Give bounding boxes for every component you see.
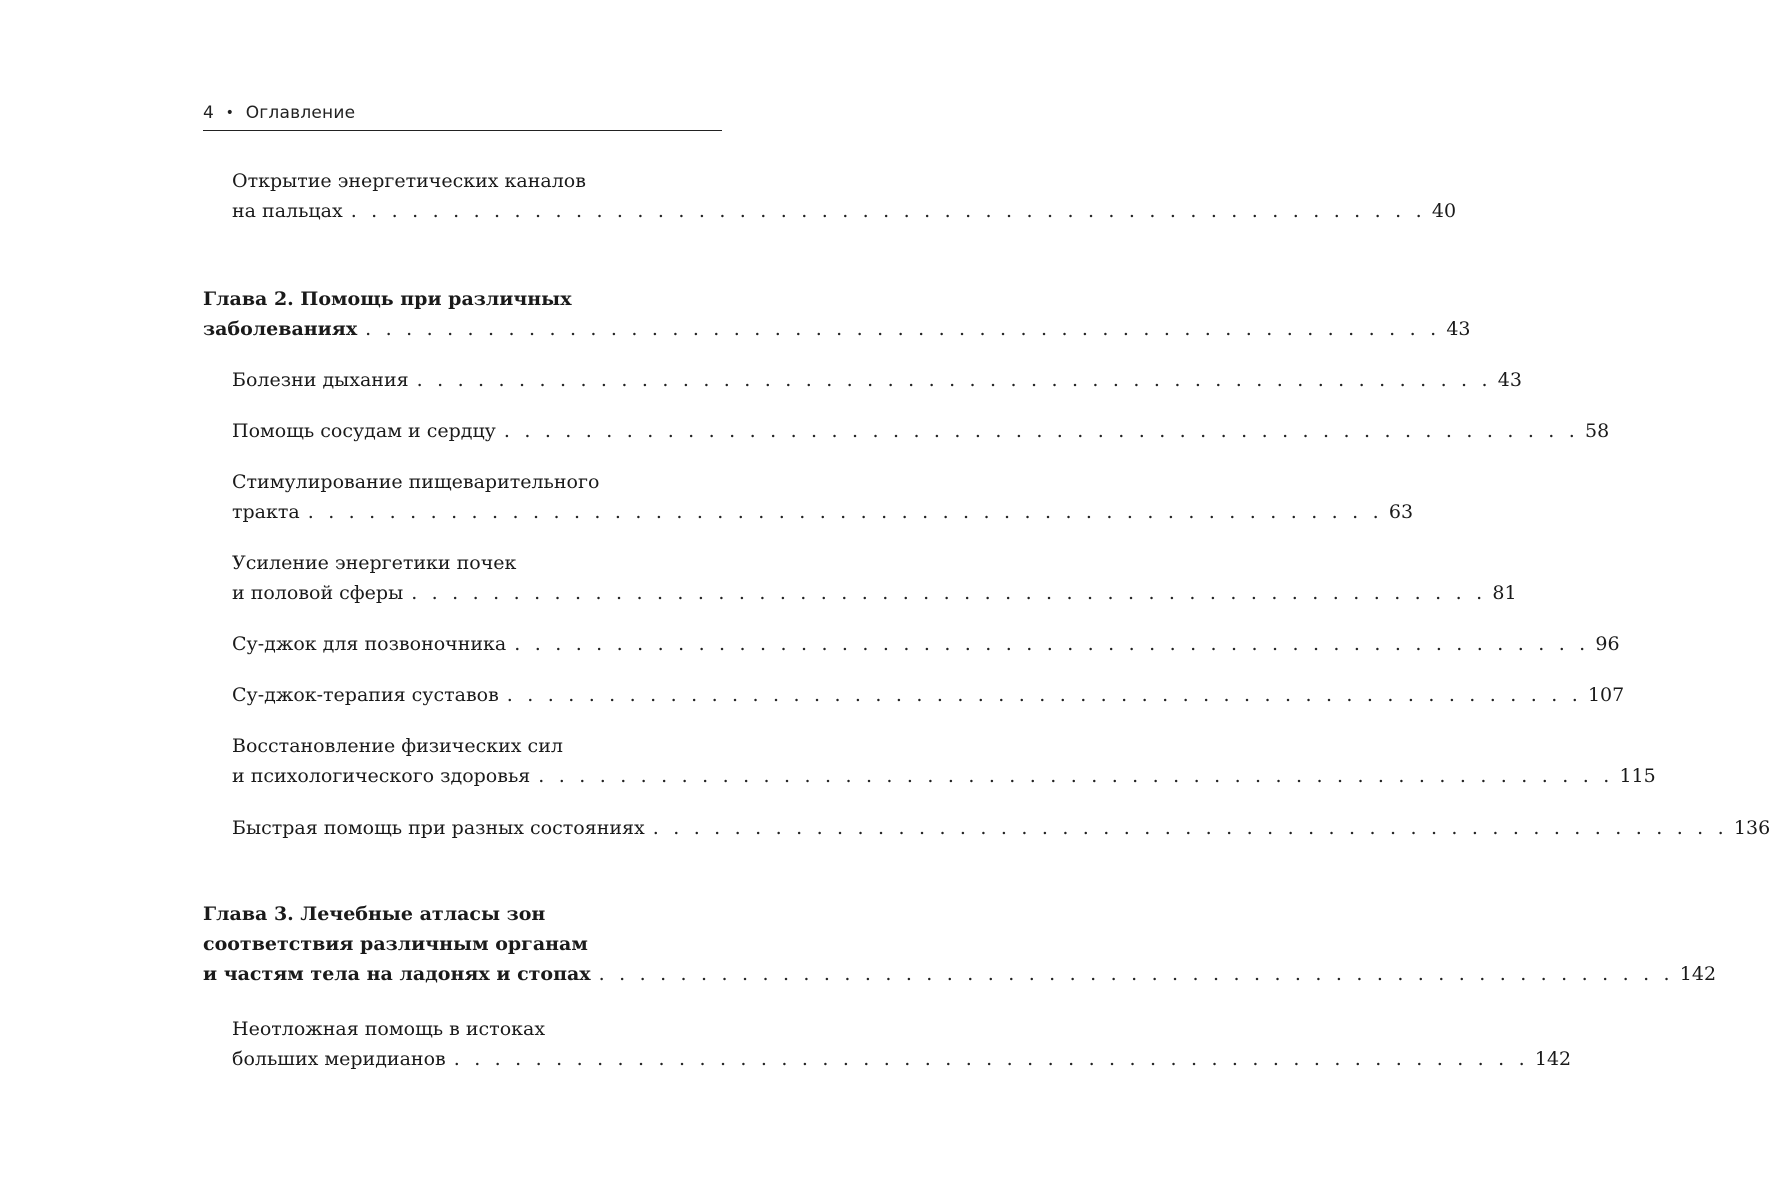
toc-page-number: 43 xyxy=(1446,318,1471,340)
toc-entry-text: Су-джок для позвоночника xyxy=(232,633,507,655)
toc-chapter-title: и частям тела на ладонях и стопах xyxy=(203,963,591,985)
toc-page-number: 107 xyxy=(1587,684,1625,706)
toc-entry-recovery[interactable] xyxy=(232,731,1656,791)
toc-entry-digestive[interactable] xyxy=(232,467,1414,527)
toc-entry-text: Усиление энергетики почек xyxy=(232,552,517,574)
toc-entry-joints[interactable] xyxy=(232,680,1625,710)
toc-page-number: 43 xyxy=(1497,369,1522,391)
dot-leader: . . . . . . . . . . . . . . . . . . . . . . . . . . . . . . . . . . . . . . . . . . . . . . . . . . . . . xyxy=(307,501,1383,523)
dot-leader: . . . . . . . . . . . . . . . . . . . . . . . . . . . . . . . . . . . . . . . . . . . . . . . . . . . . . xyxy=(652,817,1728,839)
toc-entry-text: Открытие энергетических каналов xyxy=(232,170,586,192)
toc-entry-text: Быстрая помощь при разных состояниях xyxy=(232,817,645,839)
toc-entry-text: на пальцах xyxy=(232,200,343,222)
toc-page-number: 96 xyxy=(1595,633,1620,655)
dot-leader: . . . . . . . . . . . . . . . . . . . . . . . . . . . . . . . . . . . . . . . . . . . . . . . . . . . . . xyxy=(538,765,1614,787)
dot-leader: . . . . . . . . . . . . . . . . . . . . . . . . . . . . . . . . . . . . . . . . . . . . . . . . . . . . . xyxy=(453,1048,1529,1070)
bullet-separator: • xyxy=(225,105,235,121)
toc-entry-text: Помощь сосудам и сердцу xyxy=(232,420,496,442)
page-number: 4 xyxy=(203,103,215,123)
toc-entry-meridians[interactable] xyxy=(232,1014,1572,1074)
section-title: Оглавление xyxy=(245,103,356,123)
toc-entry-text: тракта xyxy=(232,501,300,523)
toc-entry-respiratory[interactable] xyxy=(232,365,1522,395)
dot-leader: . . . . . . . . . . . . . . . . . . . . . . . . . . . . . . . . . . . . . . . . . . . . . . . . . . . . . xyxy=(598,963,1674,985)
dot-leader: . . . . . . . . . . . . . . . . . . . . . . . . . . . . . . . . . . . . . . . . . . . . . . . . . . . . . xyxy=(514,633,1590,655)
toc-chapter-title: Глава 3. Лечебные атласы зон xyxy=(203,903,546,925)
toc-entry-spine[interactable] xyxy=(232,629,1620,659)
toc-chapter-title: соответствия различным органам xyxy=(203,933,588,955)
dot-leader: . . . . . . . . . . . . . . . . . . . . . . . . . . . . . . . . . . . . . . . . . . . . . . . . . . . . . xyxy=(503,420,1580,442)
toc-entry-finger-channels[interactable] xyxy=(232,166,1457,226)
toc-page-number: 58 xyxy=(1585,420,1610,442)
toc-entry-text: и половой сферы xyxy=(232,582,404,604)
header-rule xyxy=(203,130,722,131)
toc-entry-kidneys[interactable] xyxy=(232,548,1517,608)
toc-entry-text: Восстановление физических сил xyxy=(232,735,563,757)
toc-page-number: 136 xyxy=(1733,817,1770,839)
toc-page-number: 142 xyxy=(1679,963,1717,985)
running-header xyxy=(203,99,722,127)
toc-chapter-3[interactable] xyxy=(203,899,1717,989)
toc-entry-text: Су-джок-терапия суставов xyxy=(232,684,499,706)
toc-entry-text: больших меридианов xyxy=(232,1048,446,1070)
toc-entry-text: Болезни дыхания xyxy=(232,369,409,391)
toc-entry-text: и психологического здоровья xyxy=(232,765,531,787)
toc-page-number: 142 xyxy=(1534,1048,1572,1070)
dot-leader: . . . . . . . . . . . . . . . . . . . . . . . . . . . . . . . . . . . . . . . . . . . . . . . . . . . . . xyxy=(506,684,1582,706)
toc-entry-quick-help[interactable] xyxy=(232,813,1770,843)
toc-page-number: 40 xyxy=(1431,200,1457,222)
dot-leader: . . . . . . . . . . . . . . . . . . . . . . . . . . . . . . . . . . . . . . . . . . . . . . . . . . . . . xyxy=(350,200,1426,222)
toc-entry-text: Стимулирование пищеварительного xyxy=(232,471,600,493)
toc-chapter-title: заболеваниях xyxy=(203,318,358,340)
toc-page-number: 63 xyxy=(1388,501,1414,523)
dot-leader: . . . . . . . . . . . . . . . . . . . . . . . . . . . . . . . . . . . . . . . . . . . . . . . . . . . . . xyxy=(416,369,1492,391)
toc-entry-text: Неотложная помощь в истоках xyxy=(232,1018,546,1040)
toc-entry-heart[interactable] xyxy=(232,416,1610,446)
dot-leader: . . . . . . . . . . . . . . . . . . . . . . . . . . . . . . . . . . . . . . . . . . . . . . . . . . . . . xyxy=(365,318,1441,340)
toc-chapter-title: Глава 2. Помощь при различных xyxy=(203,288,572,310)
toc-chapter-2[interactable] xyxy=(203,284,1471,344)
toc-page-number: 115 xyxy=(1619,765,1656,787)
dot-leader: . . . . . . . . . . . . . . . . . . . . . . . . . . . . . . . . . . . . . . . . . . . . . . . . . . . . . xyxy=(411,582,1487,604)
toc-page-number: 81 xyxy=(1492,582,1517,604)
